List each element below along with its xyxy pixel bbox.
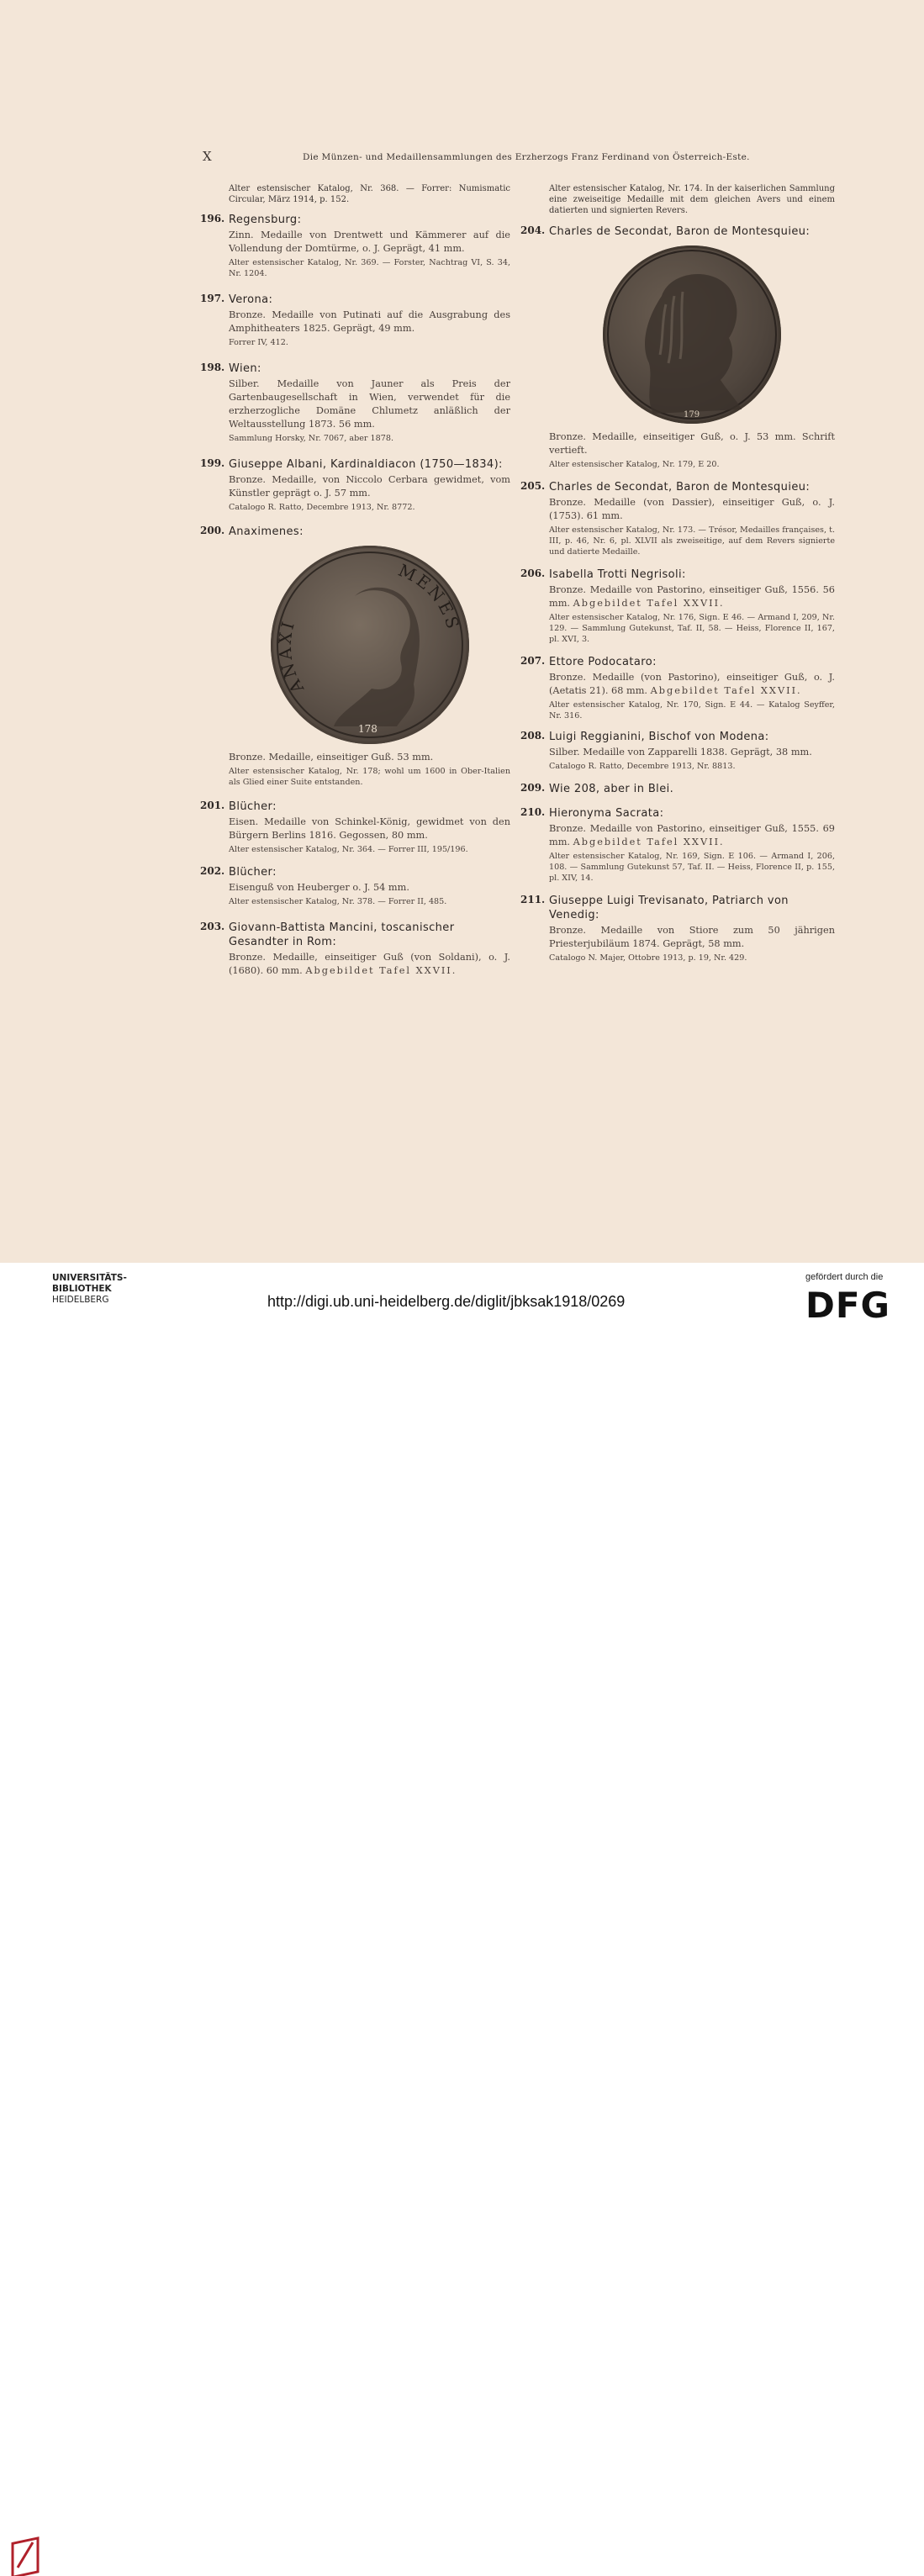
running-title: Die Münzen- und Medaillensammlungen des Erzherzogs Franz Ferdinand von Österreich-Este. [303, 152, 750, 162]
entry-number: 208. [520, 730, 546, 742]
svg-text:ANAXI [274, 617, 308, 698]
entry-description: Silber. Medaille von Jauner als Preis der Gartenbaugesellschaft in Wien, verwendet für die erzherzogliche Domäne Chlumetz anläßlich der Weltausstellung 1873. 56 mm. [229, 378, 510, 430]
entry-reference: Alter estensischer Katalog, Nr. 179, E 20. [549, 460, 720, 469]
coin-legend-right: MENES [394, 559, 464, 634]
entry-reference: Alter estensischer Katalog, Nr. 378. — Forrer II, 485. [229, 897, 447, 906]
entry-heading: Blücher: [229, 866, 277, 879]
entry-number: 201. [200, 800, 225, 811]
entry-number: 206. [520, 567, 546, 579]
entry-description-text: Bronze. Medaille, einseitiger Guß (von Soldani), o. J. (1680). 60 mm. [229, 952, 510, 976]
entry-heading: Verona: [229, 293, 273, 306]
entry-heading: Luigi Reggianini, Bischof von Modena: [549, 731, 769, 743]
plate-reference: Abgebildet Tafel XXVII. [573, 837, 725, 847]
entry-number: 196. [200, 213, 225, 224]
entry-heading: Regensburg: [229, 214, 302, 226]
catalog-entry-196 [200, 213, 510, 279]
entry-description: Bronze. Medaille von Stiore zum 50 jährigen Priesterjubiläum 1874. Geprägt, 58 mm. [549, 925, 835, 949]
left-column [200, 183, 510, 978]
entry-reference: Alter estensischer Katalog, Nr. 364. — Forrer III, 195/196. [229, 845, 468, 854]
library-name [52, 1273, 127, 1306]
right-column [520, 183, 835, 963]
entry-description: Silber. Medaille von Zapparelli 1838. Geprägt, 38 mm. [549, 747, 812, 757]
entry-number: 200. [200, 525, 225, 536]
coin-image-montesquieu [549, 245, 835, 424]
university-library-logo-icon [10, 2534, 45, 2576]
entry-reference: Alter estensischer Katalog, Nr. 176, Sign. E 46. — Armand I, 209, Nr. 129. — Sammlung Gutekunst, Taf. II, 58. — Heiss, Florence II, 167, pl. XVI, 3. [549, 613, 835, 644]
catalog-entry-208 [520, 730, 835, 772]
entry-description: Bronze. Medaille (von Dassier), einseitiger Guß, o. J. (1753). 61 mm. [549, 497, 835, 521]
catalog-entry-198 [200, 362, 510, 444]
entry-description-text: Bronze. Medaille von Pastorino, einseitiger Guß, 1555. 69 mm. [549, 823, 835, 847]
library-name-line: UNIVERSITÄTS- [52, 1273, 127, 1283]
entry-description: Bronze. Medaille, einseitiger Guß. 53 mm. [229, 752, 434, 763]
catalog-entry-211 [520, 894, 835, 963]
intro-note: Alter estensischer Katalog, Nr. 174. In der kaiserlichen Sammlung eine zweiseitige Medaille mit dem gleichen Avers und einem datierten und signierten Revers. [549, 184, 835, 215]
entry-heading: Ettore Podocataro: [549, 656, 657, 668]
entry-reference: Alter estensischer Katalog, Nr. 369. — Forster, Nachtrag VI, S. 34, Nr. 1204. [229, 258, 510, 278]
coin-inventory-number: 178 [357, 723, 378, 735]
entry-reference: Catalogo R. Ratto, Decembre 1913, Nr. 8772. [229, 503, 415, 512]
entry-description [549, 671, 835, 698]
entry-description: Eisen. Medaille von Schinkel-König, gewidmet von den Bürgern Berlins 1816. Gegossen, 80 mm. [229, 816, 510, 841]
coin-image-anaximenes [229, 546, 510, 744]
catalog-entry-199 [200, 457, 510, 513]
entry-description: Bronze. Medaille, einseitiger Guß, o. J. 53 mm. Schrift vertieft. [549, 431, 835, 456]
entry-description [229, 951, 510, 978]
medal-montesquieu [603, 245, 781, 424]
entry-heading: Anaximenes: [229, 525, 304, 538]
catalog-entry-203 [200, 921, 510, 978]
medal-relief [271, 546, 469, 744]
intro-note: Alter estensischer Katalog, Nr. 368. — Forrer: Numismatic Circular, März 1914, p. 152. [229, 184, 510, 204]
scanned-page [0, 0, 924, 1263]
entry-heading: Charles de Secondat, Baron de Montesquieu: [549, 225, 810, 238]
catalog-entry-209 [520, 782, 835, 796]
entry-heading: Wie 208, aber in Blei. [549, 783, 674, 795]
entry-reference: Catalogo R. Ratto, Decembre 1913, Nr. 8813. [549, 762, 736, 771]
entry-number: 198. [200, 362, 225, 373]
entry-description: Bronze. Medaille von Putinati auf die Ausgrabung des Amphitheaters 1825. Geprägt, 49 mm. [229, 309, 510, 334]
dfg-logo: DFG [805, 1285, 891, 1326]
catalog-entry-202 [200, 865, 510, 907]
entry-reference: Catalogo N. Majer, Ottobre 1913, p. 19, Nr. 429. [549, 953, 747, 963]
entry-reference: Alter estensischer Katalog, Nr. 173. — Trésor, Medailles françaises, t. III, p. 46, Nr. 6, pl. XLVII als zweiseitige, auf dem Revers signierte und datierte Medaille. [549, 525, 835, 557]
entry-number: 211. [520, 894, 546, 905]
entry-description-text: Bronze. Medaille von Pastorino, einseitiger Guß, 1556. 56 mm. [549, 584, 835, 609]
svg-text:MENES [395, 560, 464, 633]
entry-heading: Giuseppe Albani, Kardinaldiacon (1750—1834): [229, 458, 503, 471]
plate-reference: Abgebildet Tafel XXVII. [305, 965, 457, 976]
coin-inventory-number: 179 [684, 410, 700, 420]
coin-legend-left: ANAXI [274, 617, 308, 697]
entry-reference: Sammlung Horsky, Nr. 7067, aber 1878. [229, 434, 393, 443]
entry-reference: Alter estensischer Katalog, Nr. 170, Sign. E 44. — Katalog Seyffer, Nr. 316. [549, 700, 835, 721]
entry-heading: Giuseppe Luigi Trevisanato, Patriarch von Venedig: [549, 895, 789, 921]
catalog-entry-207 [520, 655, 835, 721]
entry-heading: Charles de Secondat, Baron de Montesquieu: [549, 481, 810, 494]
entry-description: Zinn. Medaille von Drentwett und Kämmerer auf die Vollendung der Domtürme, o. J. Geprägt, 41 mm. [229, 230, 510, 254]
entry-number: 207. [520, 655, 546, 667]
entry-number: 210. [520, 806, 546, 818]
entry-number: 199. [200, 457, 225, 469]
entry-number: 202. [200, 865, 225, 877]
entry-number: 203. [200, 921, 225, 932]
entry-description: Eisenguß von Heuberger o. J. 54 mm. [229, 882, 409, 893]
entry-reference: Alter estensischer Katalog, Nr. 169, Sign. E 106. — Armand I, 206, 108. — Sammlung Gutekunst 57, Taf. II. — Heiss, Florence II, p. 155, pl. XIV, 14. [549, 852, 835, 883]
catalog-entry-201 [200, 800, 510, 855]
catalog-entry-197 [200, 293, 510, 348]
entry-reference: Forrer IV, 412. [229, 338, 288, 347]
plate-reference: Abgebildet Tafel XXVII. [573, 598, 725, 609]
funded-by-text: gefördert durch die [805, 1272, 884, 1282]
entry-heading: Hieronyma Sacrata: [549, 807, 664, 820]
entry-description [549, 583, 835, 610]
catalog-entry-204 [520, 224, 835, 470]
permalink-url[interactable]: http://digi.ub.uni-heidelberg.de/diglit/jbksak1918/0269 [267, 1293, 626, 1310]
entry-heading: Giovann-Battista Mancini, toscanischer Gesandter in Rom: [229, 921, 455, 948]
catalog-entry-206 [520, 567, 835, 645]
entry-number: 204. [520, 224, 546, 236]
entry-heading: Wien: [229, 362, 261, 375]
entry-description: Bronze. Medaille, von Niccolo Cerbara gewidmet, vom Künstler geprägt o. J. 57 mm. [229, 474, 510, 499]
catalog-entry-200 [200, 525, 510, 788]
library-name-line: BIBLIOTHEK [52, 1284, 112, 1294]
entry-heading: Isabella Trotti Negrisoli: [549, 568, 686, 581]
entry-description-text: Bronze. Medaille (von Pastorino), einseitiger Guß, o. J. (Aetatis 21). 68 mm. [549, 672, 835, 696]
entry-number: 197. [200, 293, 225, 304]
library-name-line: HEIDELBERG [52, 1295, 109, 1305]
catalog-entry-210 [520, 806, 835, 884]
entry-heading: Blücher: [229, 800, 277, 813]
page-number: X [203, 149, 212, 164]
entry-number: 209. [520, 782, 546, 794]
plate-reference: Abgebildet Tafel XXVII. [650, 685, 802, 696]
entry-reference: Alter estensischer Katalog, Nr. 178; wohl um 1600 in Ober-Italien als Glied einer Suite entstanden. [229, 767, 510, 787]
catalog-entry-205 [520, 480, 835, 557]
medal-relief [603, 245, 781, 424]
medal-anaximenes [271, 546, 469, 744]
entry-number: 205. [520, 480, 546, 492]
entry-description [549, 822, 835, 849]
